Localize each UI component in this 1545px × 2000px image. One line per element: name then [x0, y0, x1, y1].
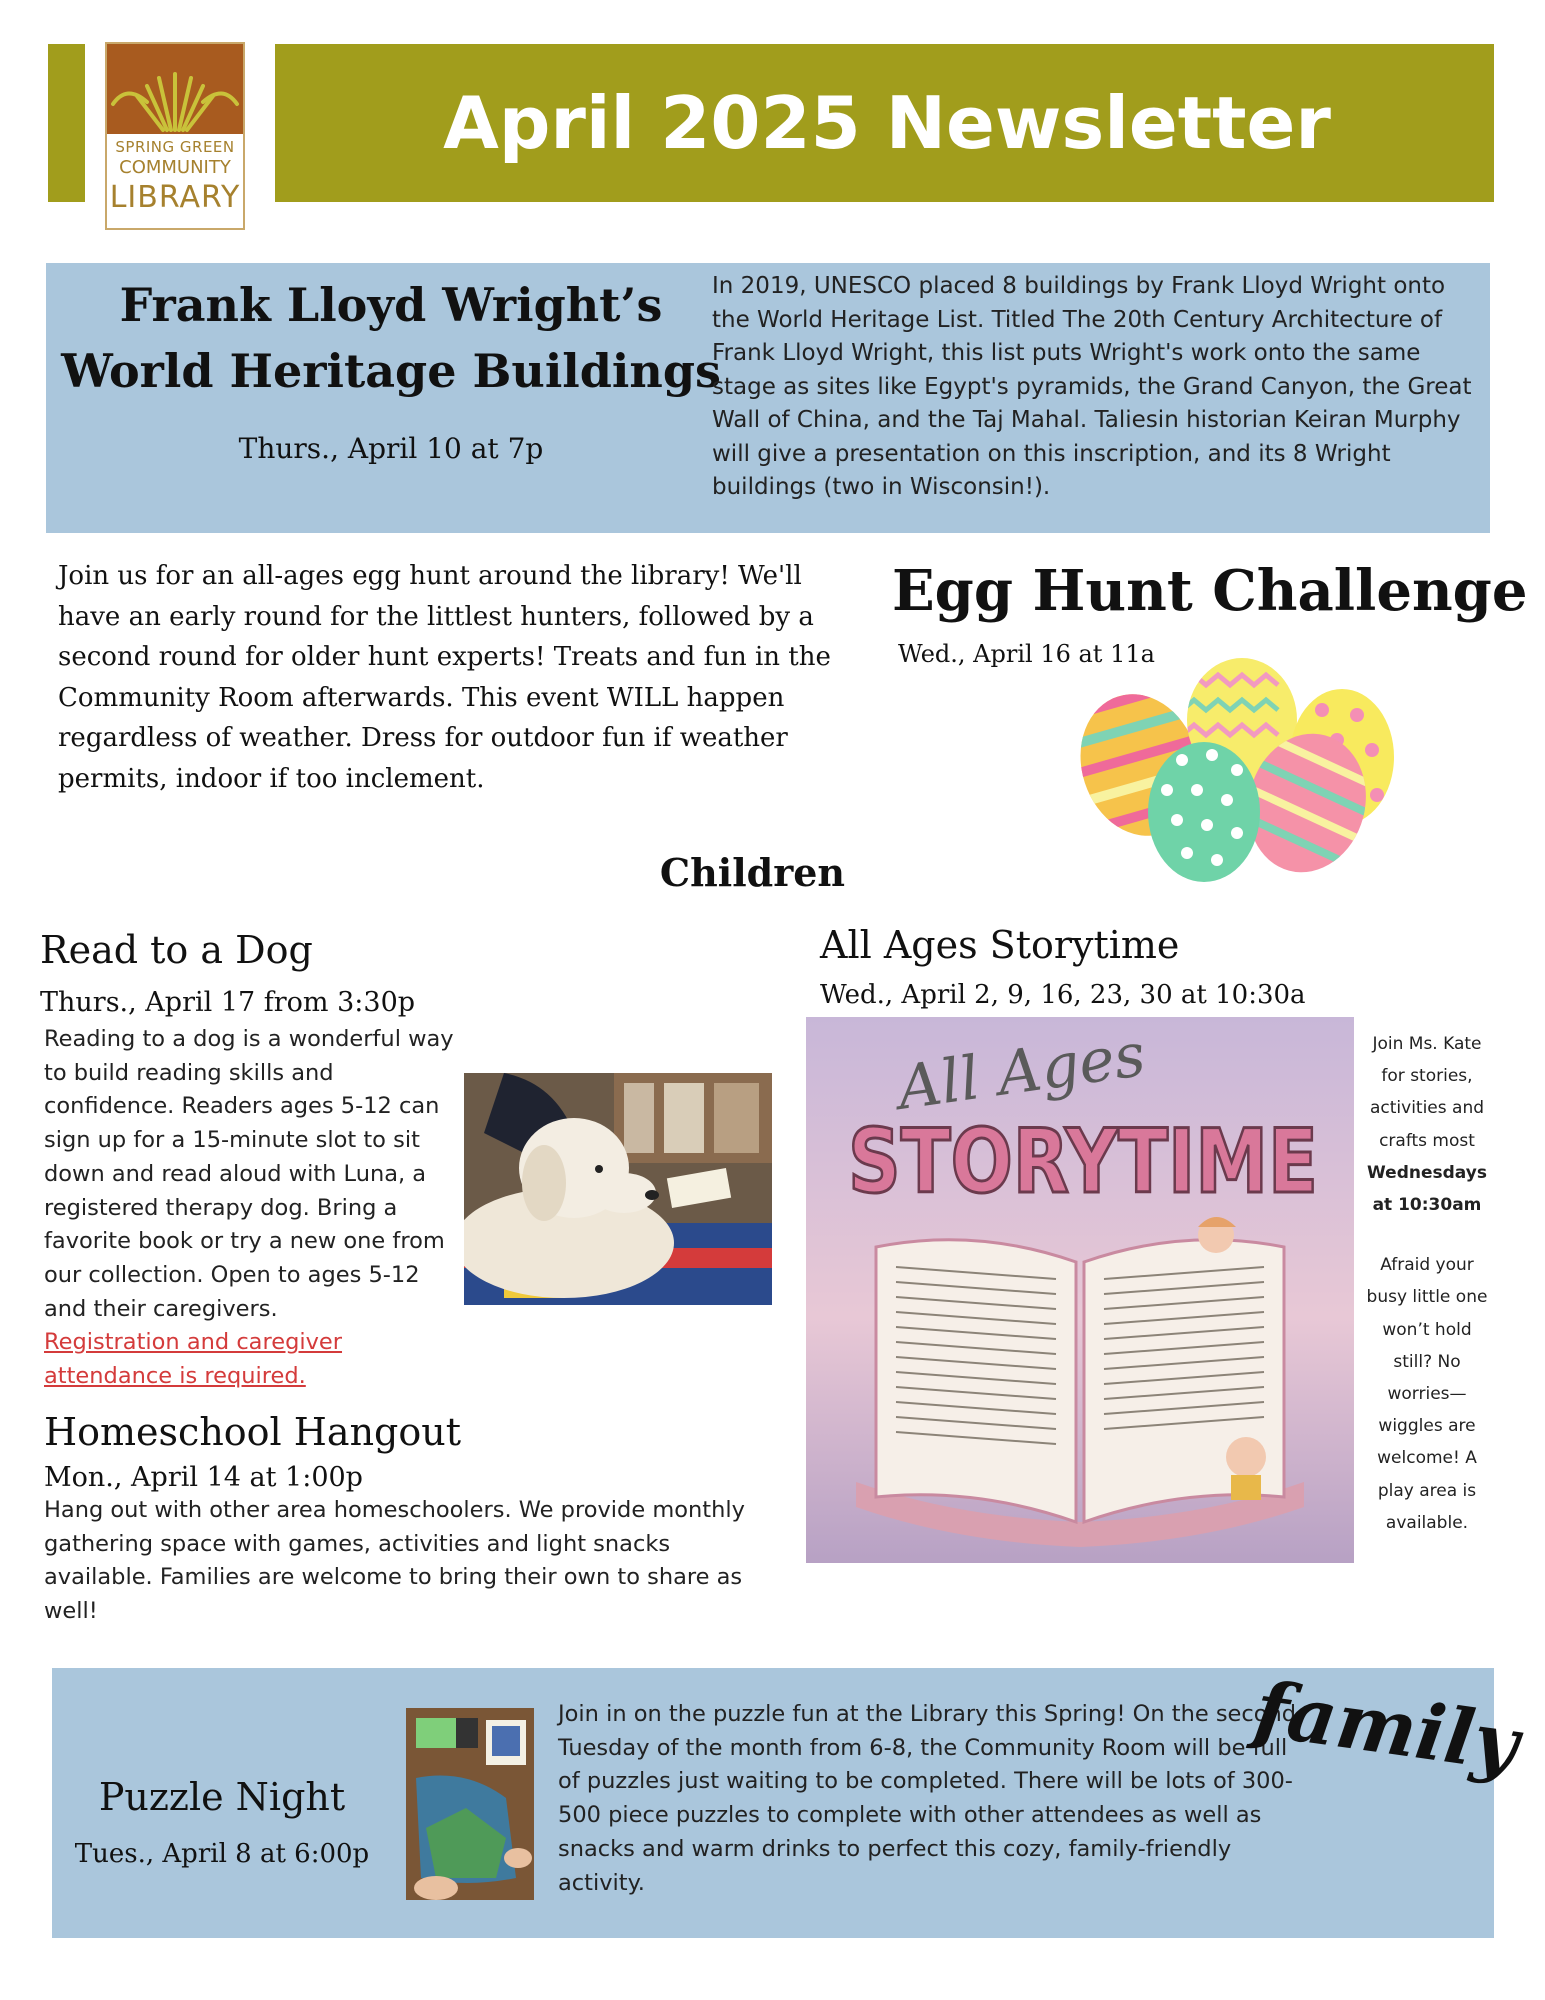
- logo-emblem: [107, 44, 243, 134]
- logo-text-line2: COMMUNITY: [119, 157, 231, 178]
- family-label: family: [1249, 1664, 1524, 1789]
- read-to-dog-title: Read to a Dog: [40, 928, 313, 972]
- flw-title-line1: Frank Lloyd Wright’s: [119, 278, 663, 332]
- homeschool-title: Homeschool Hangout: [44, 1410, 461, 1454]
- storytime-date: Wed., April 2, 9, 16, 23, 30 at 10:30a: [820, 980, 1306, 1010]
- puzzle-night-title: Puzzle Night: [98, 1775, 346, 1819]
- puzzle-night-date: Tues., April 8 at 6:00p: [74, 1839, 370, 1869]
- read-to-dog-date: Thurs., April 17 from 3:30p: [40, 987, 416, 1018]
- read-to-dog-description: Reading to a dog is a wonderful way to build reading skills and confidence. Readers ages 5-12 can sign up for a 15-minute slot to sit down and read aloud with Luna, a registered therapy dog. Bring a favorite book or try a new one from our collection. Open to ages 5-12 and their caregivers.: [44, 1026, 454, 1322]
- storytime-poster: [806, 1017, 1354, 1563]
- children-heading: Children: [659, 850, 846, 895]
- storytime-sidebar-time: Wednesdays at 10:30am: [1367, 1162, 1487, 1216]
- storytime-sidebar-intro: Join Ms. Kate for stories, activities and crafts most: [1369, 1034, 1485, 1151]
- registration-link[interactable]: Registration and caregiver attendance is required.: [44, 1329, 343, 1389]
- newsletter-title: April 2025 Newsletter: [443, 81, 1331, 165]
- therapy-dog-photo: [464, 1073, 772, 1305]
- logo-text-line3: LIBRARY: [109, 180, 241, 215]
- flw-title: [46, 272, 736, 404]
- logo-text-line1: SPRING GREEN: [115, 138, 235, 156]
- egg-hunt-title: Egg Hunt Challenge: [892, 558, 1528, 624]
- flw-title-line2: World Heritage Buildings: [61, 344, 721, 398]
- flw-date: Thurs., April 10 at 7p: [238, 432, 544, 465]
- grass-icon: [107, 44, 243, 134]
- flw-description: In 2019, UNESCO placed 8 buildings by Frank Lloyd Wright onto the World Heritage List. Titled The 20th Century Architecture of Frank Lloyd Wright, this list puts Wright's work onto the same stage as sites like Egypt's pyramids, the Grand Canyon, the Great Wall of China, and the Taj Mahal. Taliesin historian Keiran Murphy will give a presentation on this inscription, and its 8 Wright buildings (two in Wisconsin!).: [712, 273, 1472, 500]
- puzzle-night-description: Join in on the puzzle fun at the Library this Spring! On the second Tuesday of the month from 6-8, the Community Room will be full of puzzles just waiting to be completed. There will be lots of 300-500 piece puzzles to complete with other attendees as well as snacks and warm drinks to perfect this cozy, family-friendly activity.: [558, 1701, 1297, 1896]
- storytime-title: All Ages Storytime: [820, 923, 1180, 967]
- poster-script-text: All Ages: [893, 1019, 1150, 1124]
- storytime-sidebar-note: Afraid your busy little one won’t hold still? No worries—wiggles are welcome! A play area is available.: [1366, 1255, 1488, 1533]
- egg-hunt-date: Wed., April 16 at 11a: [898, 640, 1155, 668]
- homeschool-date: Mon., April 14 at 1:00p: [44, 1462, 363, 1493]
- storytime-sidebar: [1364, 1028, 1490, 1539]
- egg-hunt-description: Join us for an all-ages egg hunt around the library! We'll have an early round for the littlest hunters, followed by a second round for older hunt experts! Treats and fun in the Community Room afterwards. This event WILL happen regardless of weather. Dress for outdoor fun if weather permits, indoor if too inclement.: [58, 561, 831, 794]
- homeschool-description: Hang out with other area homeschoolers. We provide monthly gathering space with games, activities and light snacks available. Families are welcome to bring their own to share as well!: [44, 1497, 745, 1625]
- puzzle-photo: [406, 1708, 534, 1900]
- poster-block-text: STORYTIME: [848, 1110, 1318, 1213]
